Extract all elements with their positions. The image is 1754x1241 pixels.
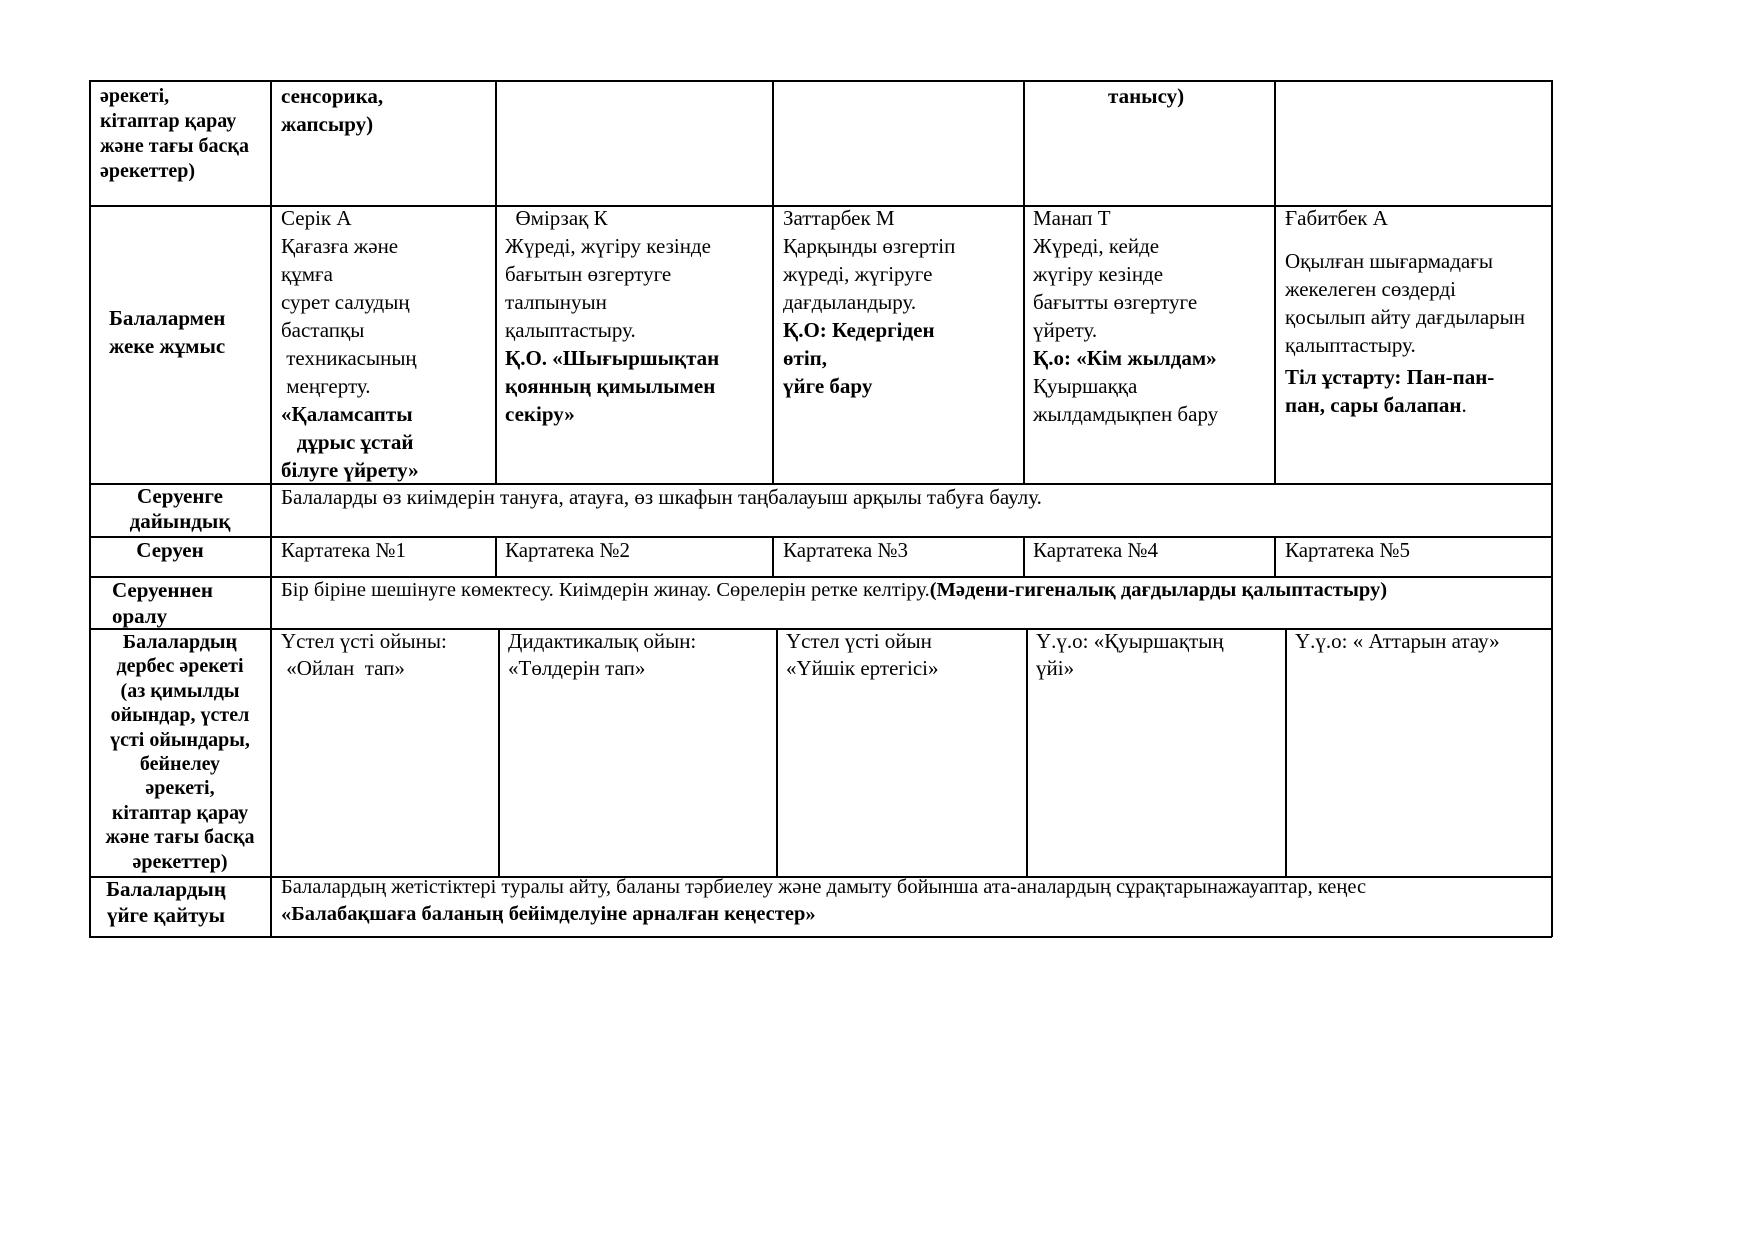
row-label-line: және тағы басқа (100, 135, 249, 157)
cell-line: Ү.ү.о: «Қуыршақтың (1036, 629, 1224, 653)
cell-line-bold: қоянның қимылымен (505, 374, 716, 398)
cell-line: Қуыршаққа (1033, 374, 1138, 398)
walk-return-bold: (Мәдени-гигеналық дағдыларды қалыптастыру) (929, 579, 1388, 601)
row-label-line: Балалармен (109, 306, 226, 330)
child-name: Манап Т (1033, 206, 1111, 230)
cell-line: танысу) (1108, 84, 1185, 108)
card-file-5: Картатека №5 (1285, 538, 1410, 562)
child-name: Өмірзақ К (505, 206, 608, 230)
cell-line: қалыптастыру. (505, 318, 636, 342)
row-label-line: әрекеттер) (132, 850, 228, 873)
row-label-line: жеке жұмыс (109, 334, 226, 358)
child-name: Ғабитбек А (1285, 206, 1388, 230)
row-label-line: үсті ойындары, (110, 728, 250, 751)
column-divider (1023, 536, 1025, 577)
cell-line: сурет салудың (281, 290, 410, 314)
row-label-line: дайындық (129, 509, 231, 533)
row-label-line: Серуеннен (112, 578, 213, 602)
column-divider (776, 628, 778, 877)
walk-prep-text: Балаларды өз киімдерін тануға, атауға, өз шкафын таңбалауыш арқылы табуға баулу. (281, 485, 1042, 509)
cell-individual-2 (505, 204, 719, 428)
cell-line: «Үйшік ертегісі» (786, 656, 939, 680)
cell-line-bold: өтіп, (783, 346, 827, 370)
row-label-line: әрекеті, (100, 85, 170, 107)
cell-line: техникасының (281, 346, 417, 370)
cell-line: меңгерту. (281, 374, 371, 398)
cell-line: қосылып айту дағдыларын (1285, 305, 1526, 329)
child-name: Серік А (281, 206, 352, 230)
card-file-4: Картатека №4 (1033, 538, 1158, 562)
cell-line-bold: секіру» (505, 402, 575, 426)
row-label-line: ойындар, үстел (110, 704, 250, 727)
cell-line-bold: Қ.о: «Кім жылдам» (1033, 346, 1217, 370)
cell-line-bold: үйге бару (783, 374, 873, 398)
cell-line: Қарқынды өзгертіп (783, 234, 956, 258)
cell-line: Қағазға және (281, 234, 399, 258)
cell-line: «Төлдерін тап» (508, 656, 646, 680)
row-label-line: үйге қайтуы (106, 903, 226, 927)
cell-line-bold: білуге үйрету» (281, 458, 419, 482)
cell-text (281, 82, 383, 138)
game-cell-4 (1036, 628, 1224, 682)
cell-line-bold: дұрыс ұстай (281, 430, 414, 454)
cell-line: «Ойлан тап» (281, 656, 405, 680)
game-cell-1 (281, 628, 447, 682)
spacer (1285, 232, 1525, 247)
cell-individual-1 (281, 204, 419, 484)
cell-line: бастапқы (281, 318, 365, 342)
cell-line: Жүреді, жүгіру кезінде (505, 234, 711, 258)
card-file-3: Картатека №3 (783, 538, 908, 562)
column-divider (772, 536, 774, 577)
going-home-bold: «Балабақшаға баланың бейімделуіне арналған кеңестер» (281, 903, 816, 925)
row-label (90, 484, 270, 534)
row-label-line: әрекеті, (145, 777, 215, 800)
row-label-line: Балалардың (122, 631, 238, 653)
column-divider (1026, 628, 1028, 877)
card-file-2: Картатека №2 (505, 538, 630, 562)
column-divider (1274, 536, 1276, 577)
cell-text (1108, 82, 1184, 110)
cell-line-bold: Қ.О: Кедергіден (783, 318, 935, 342)
row-label-line: Балалардың (106, 877, 226, 901)
game-cell-5 (1295, 628, 1500, 655)
table-border-bottom (89, 936, 1552, 938)
game-cell-3 (786, 628, 939, 682)
row-label: Серуен (136, 538, 204, 562)
going-home-plain: Балалардың жетістіктері туралы айту, баланы тәрбиелеу және дамыту бойынша ата-аналардың сұрақтарынажауаптар, кеңес (281, 876, 1367, 898)
column-divider (772, 80, 774, 484)
column-divider (498, 628, 500, 877)
row-label (90, 876, 242, 928)
row-label (112, 576, 213, 630)
walk-return-text (281, 576, 1387, 604)
row-label (90, 630, 270, 874)
row-label-line: дербес әрекеті (116, 655, 244, 678)
row-label-line: кітаптар қарау (100, 110, 237, 132)
game-cell-2 (508, 628, 696, 682)
cell-line: бағытын өзгертуге (505, 262, 672, 286)
cell-line: үйрету. (1033, 318, 1098, 342)
cell-line-mixed (1285, 391, 1525, 419)
row-label-line: оралу (112, 604, 168, 628)
walk-return-plain: Бір біріне шешінуге көмектесу. Киімдерін жинау. Сөрелерін ретке келтіру. (281, 579, 930, 601)
cell-individual-5 (1285, 204, 1525, 419)
cell-line: Ү.ү.о: « Аттарын атау» (1295, 629, 1500, 653)
cell-line: қалыптастыру. (1285, 333, 1416, 357)
cell-line-bold: «Қаламсапты (281, 402, 413, 426)
cell-line: Үстел үсті ойыны: (281, 629, 447, 653)
cell-line: құмға (281, 262, 333, 286)
row-label-line: әрекеттер) (100, 160, 196, 182)
cell-line: Дидактикалық ойын: (508, 629, 697, 653)
cell-line-bold: Қ.О. «Шығыршықтан (505, 346, 720, 370)
cell-line: бағытты өзгертуге (1033, 290, 1198, 314)
cell-line: Жүреді, кейде (1033, 234, 1160, 258)
cell-individual-4 (1033, 204, 1218, 428)
column-divider (495, 536, 497, 577)
punctuation: . (1461, 393, 1467, 417)
row-label-line: және тағы басқа (105, 826, 255, 849)
cell-line: жылдамдықпен бару (1033, 402, 1219, 426)
cell-line: дағдыландыру. (783, 290, 917, 314)
row-label (109, 304, 225, 360)
cell-line: үйі» (1036, 656, 1075, 680)
card-file-1: Картатека №1 (281, 538, 406, 562)
cell-line: талпынуын (505, 290, 607, 314)
child-name: Заттарбек М (783, 206, 895, 230)
row-label-line: Серуенге (137, 484, 223, 508)
column-divider (1285, 628, 1287, 877)
column-divider (270, 80, 272, 937)
cell-line: жүреді, жүгіруге (783, 262, 933, 286)
row-label-line: (аз қимылды (120, 679, 240, 702)
cell-line: жекелеген сөздерді (1285, 277, 1456, 301)
column-divider (495, 80, 497, 484)
column-divider (1274, 80, 1276, 484)
cell-line-bold: Тіл ұстарту: Пан-пан- (1285, 365, 1495, 389)
row-label-line: бейнелеу (139, 753, 221, 776)
tongue-twister-text: пан, сары балапан (1285, 393, 1462, 417)
table-border-right (1551, 80, 1553, 937)
column-divider (1023, 80, 1025, 484)
going-home-text (281, 874, 1366, 928)
cell-line: Оқылған шығармадағы (1285, 249, 1493, 273)
row-label (100, 84, 249, 184)
row-label-line: кітаптар қарау (111, 801, 249, 824)
cell-line: сенсорика, (281, 84, 384, 108)
cell-line: Үстел үсті ойын (786, 629, 932, 653)
cell-individual-3 (783, 204, 955, 400)
cell-line: жүгіру кезінде (1033, 262, 1164, 286)
cell-line: жапсыру) (281, 112, 374, 136)
